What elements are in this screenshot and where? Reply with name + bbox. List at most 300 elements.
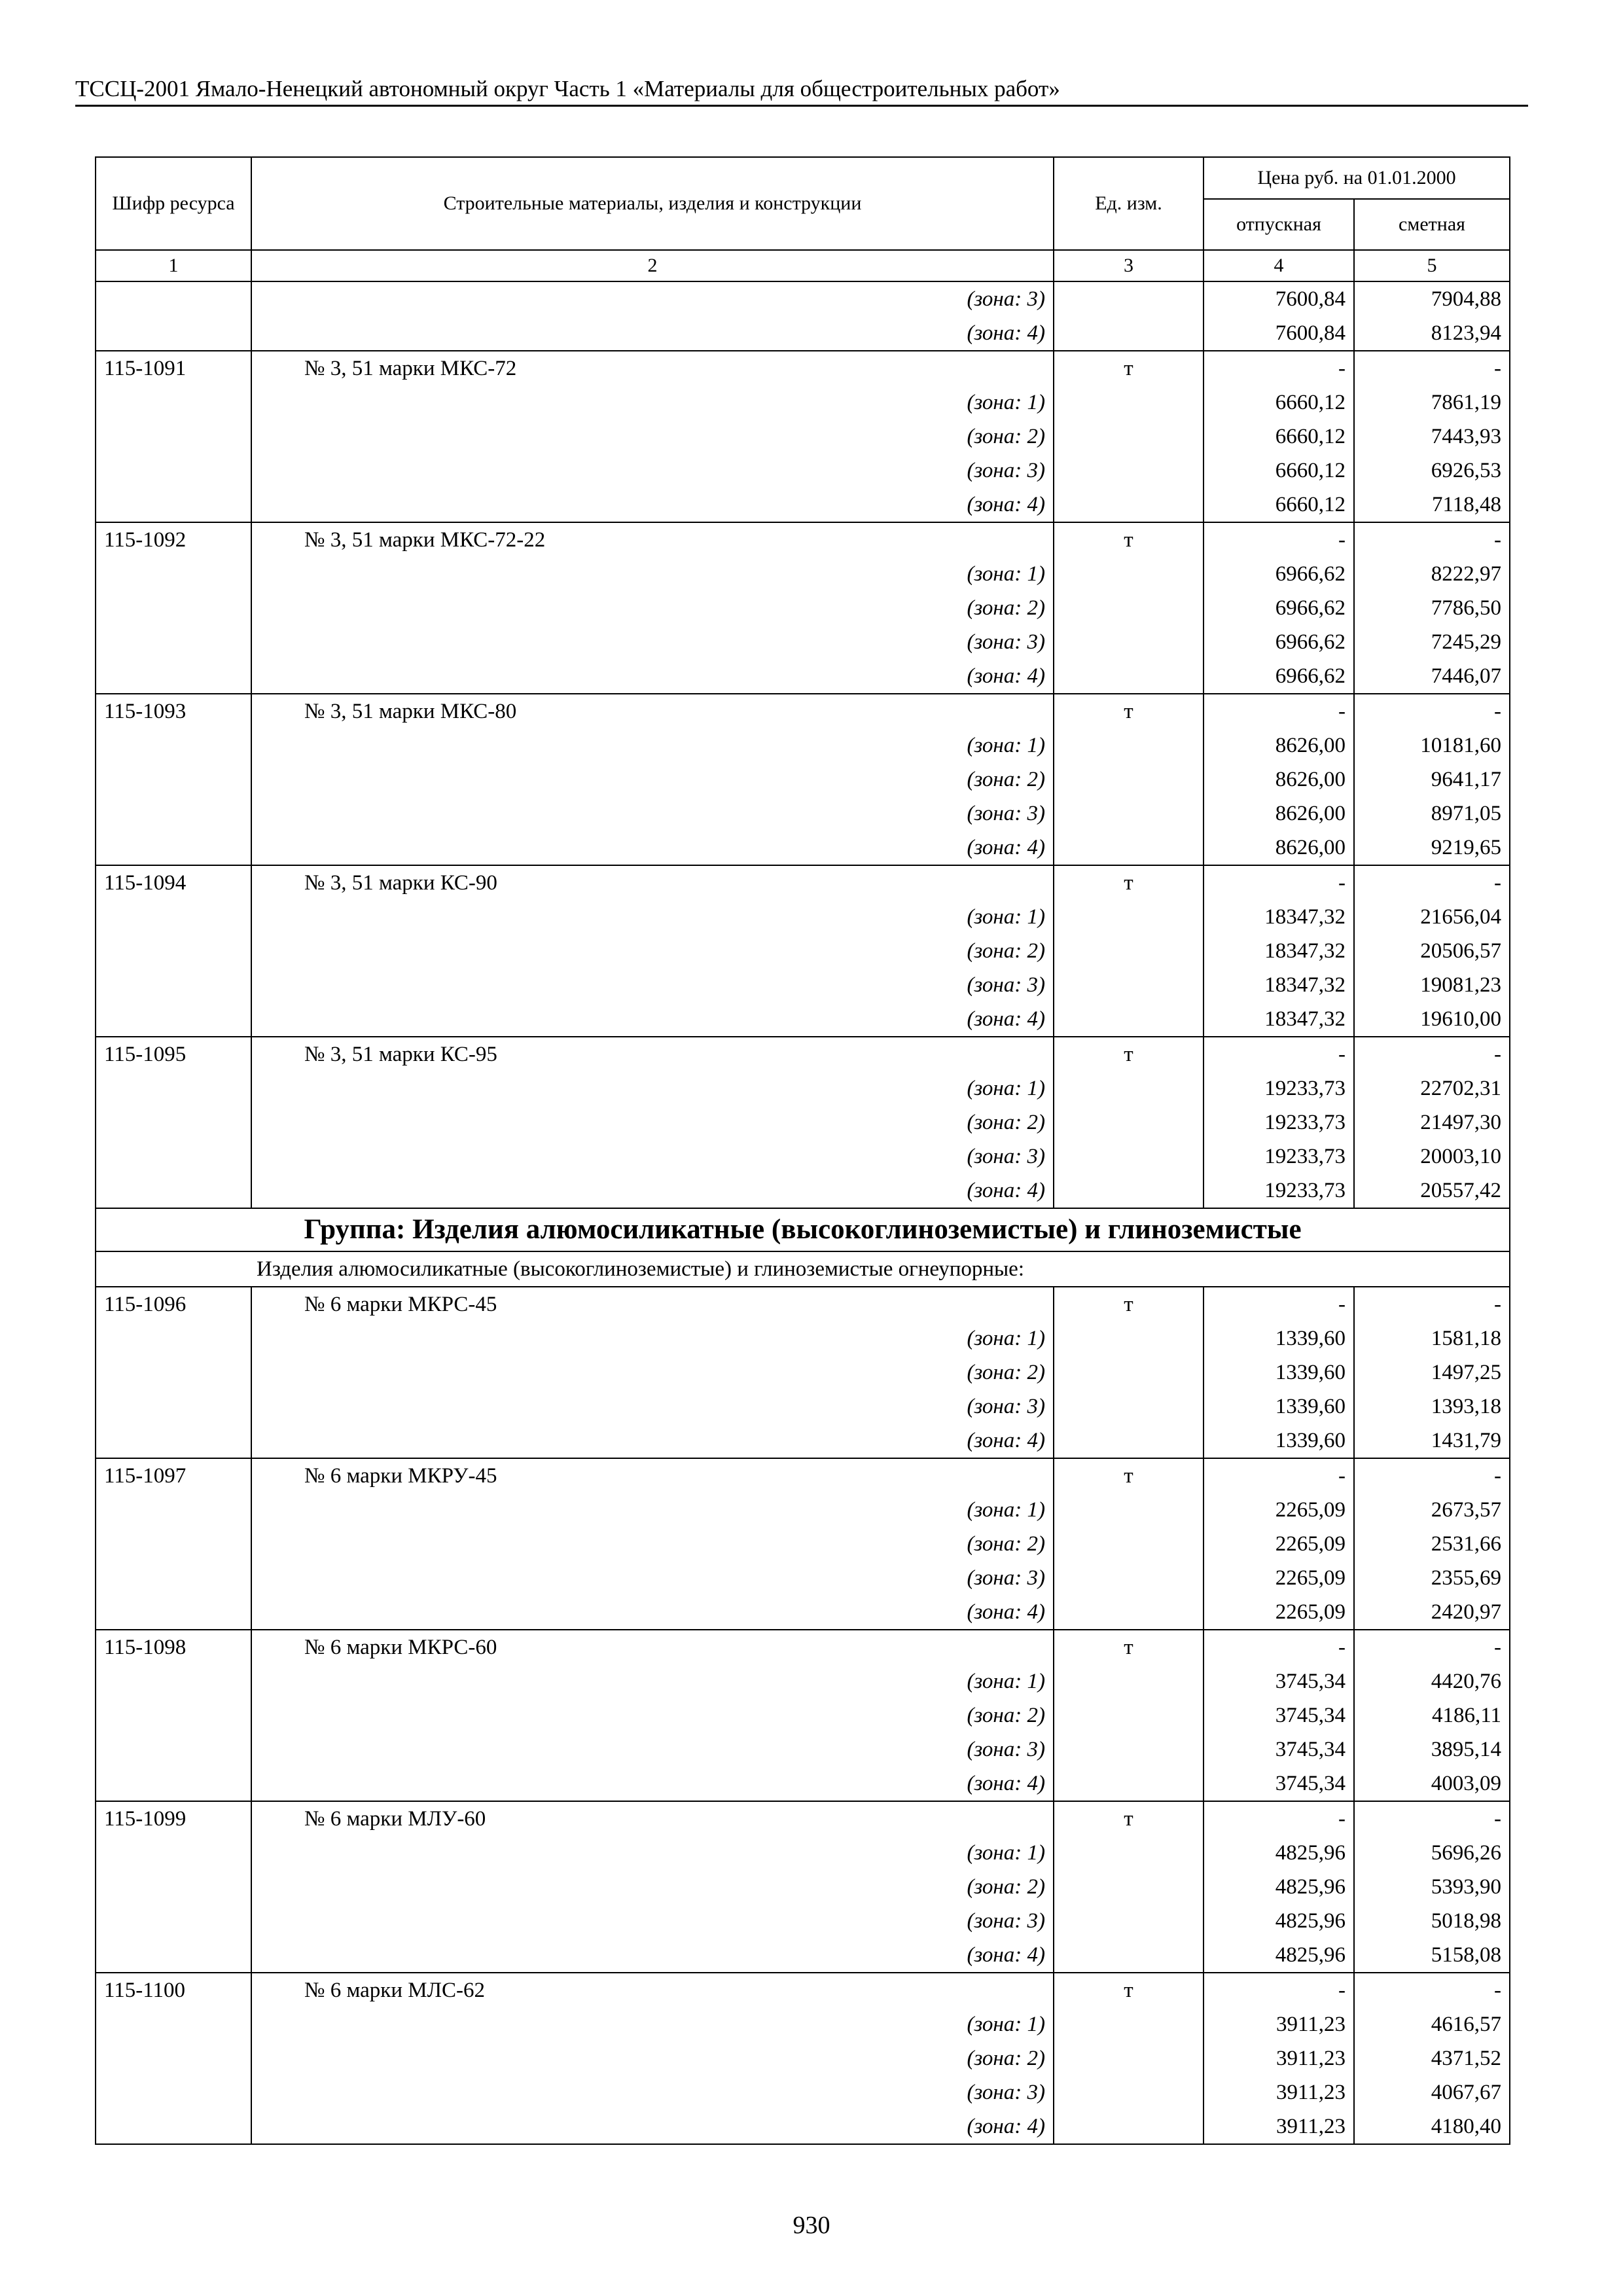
table-row-zone [96,625,1510,659]
unit-cell-empty [1054,728,1204,762]
estimate-price-cell: 4186,11 [1354,1698,1510,1732]
release-price-cell: - [1204,1037,1354,1071]
release-price-cell: 6966,62 [1204,591,1354,625]
table-row-item [96,1287,1510,1321]
table-row-zone [96,1732,1510,1767]
table-row-item [96,1801,1510,1836]
unit-cell-empty [1054,488,1204,522]
estimate-price-cell: 19081,23 [1354,968,1510,1002]
estimate-price-cell: 3895,14 [1354,1732,1510,1767]
resource-code-empty [96,1105,251,1139]
resource-code-empty [96,1732,251,1767]
release-price-cell: 3911,23 [1204,2109,1354,2144]
unit-cell-empty [1054,831,1204,865]
material-name: № 6 марки МЛУ-60 [251,1801,1054,1836]
unit-cell-empty [1054,1174,1204,1208]
unit-cell-empty [1054,1938,1204,1973]
zone-label: (зона: 1) [251,1664,1054,1698]
release-price-cell: 8626,00 [1204,797,1354,831]
zone-label: (зона: 4) [251,831,1054,865]
table-row-item [96,522,1510,557]
resource-code-empty [96,934,251,968]
unit-cell-empty [1054,1139,1204,1174]
estimate-price-cell: - [1354,1973,1510,2007]
resource-code-empty [96,1174,251,1208]
unit-cell-empty [1054,1071,1204,1105]
estimate-price-cell: 5393,90 [1354,1870,1510,1904]
estimate-price-cell: 7446,07 [1354,659,1510,694]
table-row-zone [96,968,1510,1002]
estimate-price-cell: - [1354,1801,1510,1836]
unit-cell-empty [1054,2007,1204,2041]
estimate-price-cell: 20003,10 [1354,1139,1510,1174]
release-price-cell: 19233,73 [1204,1174,1354,1208]
release-price-cell: 1339,60 [1204,1321,1354,1355]
zone-label: (зона: 4) [251,1938,1054,1973]
estimate-price-cell: 7245,29 [1354,625,1510,659]
zone-label: (зона: 1) [251,386,1054,420]
estimate-price-cell: - [1354,522,1510,557]
table-row-zone [96,454,1510,488]
resource-code-empty [96,968,251,1002]
release-price-cell: 6660,12 [1204,420,1354,454]
resource-code-empty [96,2075,251,2109]
zone-label: (зона: 3) [251,281,1054,316]
unit-cell-empty [1054,1698,1204,1732]
unit-cell-empty [1054,659,1204,694]
resource-code-empty [96,420,251,454]
zone-label: (зона: 3) [251,454,1054,488]
release-price-cell: - [1204,1973,1354,2007]
release-price-cell: 4825,96 [1204,1904,1354,1938]
zone-label: (зона: 3) [251,2075,1054,2109]
resource-code-empty [96,728,251,762]
unit-cell-empty [1054,2041,1204,2075]
unit-cell: т [1054,1287,1204,1321]
release-price-cell: 8626,00 [1204,728,1354,762]
material-name: № 6 марки МКРУ-45 [251,1458,1054,1493]
release-price-cell: - [1204,865,1354,900]
unit-cell-empty [1054,591,1204,625]
unit-cell-empty [1054,1493,1204,1527]
table-row-zone [96,2007,1510,2041]
release-price-cell: - [1204,694,1354,728]
table-row-zone [96,420,1510,454]
column-header-price: Цена руб. на 01.01.2000 [1204,157,1510,199]
group-heading-row [96,1208,1510,1251]
column-header-name: Строительные материалы, изделия и конструкции [251,157,1054,250]
unit-cell-empty [1054,1002,1204,1037]
unit-cell-empty [1054,316,1204,351]
estimate-price-cell: 2355,69 [1354,1561,1510,1595]
resource-code-empty [96,797,251,831]
zone-label: (зона: 1) [251,900,1054,934]
column-header-estimate-price: сметная [1354,199,1510,250]
unit-cell-empty [1054,1355,1204,1390]
estimate-price-cell: 2420,97 [1354,1595,1510,1630]
estimate-price-cell: 7904,88 [1354,281,1510,316]
estimate-price-cell: 7118,48 [1354,488,1510,522]
resource-code-empty [96,625,251,659]
estimate-price-cell: 2673,57 [1354,1493,1510,1527]
table-row-zone [96,316,1510,351]
release-price-cell: 3745,34 [1204,1732,1354,1767]
release-price-cell: 6660,12 [1204,386,1354,420]
material-name: № 3, 51 марки МКС-72-22 [251,522,1054,557]
release-price-cell: 18347,32 [1204,934,1354,968]
table-row-item [96,1458,1510,1493]
table-body [96,281,1510,2144]
column-number: 1 [96,250,251,281]
release-price-cell: 1339,60 [1204,1390,1354,1424]
unit-cell-empty [1054,1904,1204,1938]
table-row-zone [96,281,1510,316]
estimate-price-cell: 7786,50 [1354,591,1510,625]
resource-code-empty [96,1561,251,1595]
release-price-cell: - [1204,522,1354,557]
zone-label: (зона: 2) [251,591,1054,625]
unit-cell-empty [1054,1836,1204,1870]
table-row-zone [96,1664,1510,1698]
table-row-zone [96,1493,1510,1527]
material-name: № 3, 51 марки МКС-80 [251,694,1054,728]
resource-code-empty [96,591,251,625]
document-header-title: ТССЦ-2001 Ямало-Ненецкий автономный округ Часть 1 «Материалы для общестроительных работ» [75,76,1060,101]
table-row-zone [96,2109,1510,2144]
unit-cell: т [1054,351,1204,386]
release-price-cell: 6966,62 [1204,625,1354,659]
estimate-price-cell: 4180,40 [1354,2109,1510,2144]
zone-label: (зона: 3) [251,968,1054,1002]
estimate-price-cell: - [1354,1458,1510,1493]
unit-cell-empty [1054,1390,1204,1424]
unit-cell: т [1054,522,1204,557]
table-row-zone [96,1105,1510,1139]
table-row-zone [96,831,1510,865]
resource-code-empty [96,1836,251,1870]
table-row-item [96,1630,1510,1664]
resource-code-empty [96,488,251,522]
unit-cell-empty [1054,2075,1204,2109]
column-number: 5 [1354,250,1510,281]
zone-label: (зона: 4) [251,2109,1054,2144]
resource-code: 115-1096 [96,1287,251,1321]
release-price-cell: - [1204,1630,1354,1664]
resource-code-empty [96,1870,251,1904]
zone-label: (зона: 4) [251,659,1054,694]
table-row-zone [96,1424,1510,1458]
zone-label: (зона: 2) [251,1355,1054,1390]
price-table [95,156,1510,2145]
zone-label: (зона: 4) [251,1424,1054,1458]
zone-label: (зона: 4) [251,1002,1054,1037]
resource-code: 115-1093 [96,694,251,728]
table-row-zone [96,488,1510,522]
zone-label: (зона: 3) [251,797,1054,831]
estimate-price-cell: 4067,67 [1354,2075,1510,2109]
release-price-cell: 18347,32 [1204,1002,1354,1037]
release-price-cell: 6966,62 [1204,659,1354,694]
unit-cell-empty [1054,625,1204,659]
estimate-price-cell: 1393,18 [1354,1390,1510,1424]
release-price-cell: - [1204,1801,1354,1836]
zone-label: (зона: 4) [251,1767,1054,1801]
zone-label: (зона: 3) [251,1139,1054,1174]
resource-code-empty [96,2041,251,2075]
resource-code-empty [96,1139,251,1174]
table-row-zone [96,659,1510,694]
resource-code: 115-1091 [96,351,251,386]
release-price-cell: 2265,09 [1204,1493,1354,1527]
unit-cell-empty [1054,1424,1204,1458]
estimate-price-cell: 5696,26 [1354,1836,1510,1870]
resource-code-empty [96,1355,251,1390]
table-row-zone [96,1561,1510,1595]
estimate-price-cell: - [1354,1287,1510,1321]
unit-cell-empty [1054,557,1204,591]
zone-label: (зона: 2) [251,1698,1054,1732]
table-row-zone [96,1390,1510,1424]
estimate-price-cell: 21497,30 [1354,1105,1510,1139]
unit-cell: т [1054,1801,1204,1836]
unit-cell-empty [1054,1321,1204,1355]
release-price-cell: 2265,09 [1204,1561,1354,1595]
unit-cell-empty [1054,1870,1204,1904]
zone-label: (зона: 3) [251,1390,1054,1424]
table-row-item [96,694,1510,728]
subgroup-heading-row [96,1251,1510,1287]
table-row-zone [96,1321,1510,1355]
resource-code-empty [96,1698,251,1732]
unit-cell: т [1054,1973,1204,2007]
release-price-cell: 8626,00 [1204,831,1354,865]
unit-cell: т [1054,1037,1204,1071]
release-price-cell: 1339,60 [1204,1424,1354,1458]
unit-cell-empty [1054,968,1204,1002]
unit-cell-empty [1054,762,1204,797]
release-price-cell: - [1204,1458,1354,1493]
table-row-zone [96,1767,1510,1801]
table-row-zone [96,900,1510,934]
zone-label: (зона: 1) [251,1321,1054,1355]
release-price-cell: 3911,23 [1204,2007,1354,2041]
table-row-zone [96,1595,1510,1630]
release-price-cell: 1339,60 [1204,1355,1354,1390]
material-name: № 3, 51 марки МКС-72 [251,351,1054,386]
estimate-price-cell: 20557,42 [1354,1174,1510,1208]
zone-label: (зона: 4) [251,1174,1054,1208]
resource-code-empty [96,1071,251,1105]
unit-cell: т [1054,1630,1204,1664]
estimate-price-cell: 5158,08 [1354,1938,1510,1973]
table-row-zone [96,1355,1510,1390]
release-price-cell: 6660,12 [1204,488,1354,522]
table-row-zone [96,2075,1510,2109]
release-price-cell: - [1204,351,1354,386]
zone-label: (зона: 2) [251,762,1054,797]
release-price-cell: 2265,09 [1204,1527,1354,1561]
release-price-cell: 19233,73 [1204,1071,1354,1105]
estimate-price-cell: 2531,66 [1354,1527,1510,1561]
material-name: № 3, 51 марки КС-90 [251,865,1054,900]
release-price-cell: 7600,84 [1204,281,1354,316]
zone-label: (зона: 1) [251,1836,1054,1870]
table-row-item [96,1973,1510,2007]
estimate-price-cell: 8123,94 [1354,316,1510,351]
unit-cell-empty [1054,1732,1204,1767]
zone-label: (зона: 3) [251,1904,1054,1938]
table-row-zone [96,762,1510,797]
release-price-cell: 4825,96 [1204,1938,1354,1973]
resource-code-empty [96,1390,251,1424]
unit-cell-empty [1054,1595,1204,1630]
resource-code-empty [96,1904,251,1938]
resource-code-empty [96,1767,251,1801]
release-price-cell: 3745,34 [1204,1698,1354,1732]
zone-label: (зона: 4) [251,316,1054,351]
column-header-release-price: отпускная [1204,199,1354,250]
zone-label: (зона: 1) [251,557,1054,591]
material-name: № 6 марки МЛС-62 [251,1973,1054,2007]
estimate-price-cell: 8222,97 [1354,557,1510,591]
unit-cell-empty [1054,281,1204,316]
column-header-unit: Ед. изм. [1054,157,1204,250]
release-price-cell: 3745,34 [1204,1767,1354,1801]
table-row-zone [96,1836,1510,1870]
zone-label: (зона: 2) [251,420,1054,454]
zone-label: (зона: 2) [251,1105,1054,1139]
unit-cell-empty [1054,1561,1204,1595]
release-price-cell: 6660,12 [1204,454,1354,488]
resource-code: 115-1100 [96,1973,251,2007]
table-row-zone [96,797,1510,831]
subgroup-heading: Изделия алюмосиликатные (высокоглиноземистые) и глиноземистые огнеупорные: [96,1251,1510,1287]
unit-cell-empty [1054,900,1204,934]
estimate-price-cell: 1581,18 [1354,1321,1510,1355]
zone-label: (зона: 4) [251,1595,1054,1630]
estimate-price-cell: 21656,04 [1354,900,1510,934]
unit-cell: т [1054,865,1204,900]
resource-code: 115-1098 [96,1630,251,1664]
table-row-zone [96,1870,1510,1904]
release-price-cell: 7600,84 [1204,316,1354,351]
resource-code-empty [96,1595,251,1630]
zone-label: (зона: 2) [251,1870,1054,1904]
resource-code-empty [96,2109,251,2144]
estimate-price-cell: 6926,53 [1354,454,1510,488]
resource-code-empty [96,454,251,488]
table-row-item [96,865,1510,900]
resource-code-empty [96,1527,251,1561]
resource-code-empty [96,1424,251,1458]
estimate-price-cell: - [1354,351,1510,386]
estimate-price-cell: 4003,09 [1354,1767,1510,1801]
unit-cell: т [1054,694,1204,728]
unit-cell-empty [1054,454,1204,488]
zone-label: (зона: 3) [251,625,1054,659]
estimate-price-cell: 4371,52 [1354,2041,1510,2075]
estimate-price-cell: 1497,25 [1354,1355,1510,1390]
release-price-cell: - [1204,1287,1354,1321]
release-price-cell: 3911,23 [1204,2075,1354,2109]
unit-cell-empty [1054,797,1204,831]
zone-label: (зона: 1) [251,1493,1054,1527]
resource-code: 115-1099 [96,1801,251,1836]
estimate-price-cell: 7443,93 [1354,420,1510,454]
estimate-price-cell: 19610,00 [1354,1002,1510,1037]
unit-cell-empty [1054,1664,1204,1698]
release-price-cell: 18347,32 [1204,968,1354,1002]
resource-code-empty [96,281,251,316]
zone-label: (зона: 3) [251,1732,1054,1767]
table-row-zone [96,2041,1510,2075]
zone-label: (зона: 3) [251,1561,1054,1595]
table-row-zone [96,1139,1510,1174]
material-name: № 6 марки МКРС-45 [251,1287,1054,1321]
zone-label: (зона: 2) [251,2041,1054,2075]
release-price-cell: 3911,23 [1204,2041,1354,2075]
table-row-item [96,351,1510,386]
release-price-cell: 6966,62 [1204,557,1354,591]
table-row-zone [96,1174,1510,1208]
estimate-price-cell: 10181,60 [1354,728,1510,762]
unit-cell-empty [1054,1767,1204,1801]
unit-cell-empty [1054,386,1204,420]
estimate-price-cell: - [1354,1037,1510,1071]
zone-label: (зона: 4) [251,488,1054,522]
estimate-price-cell: 22702,31 [1354,1071,1510,1105]
table-row-zone [96,1698,1510,1732]
unit-cell-empty [1054,934,1204,968]
unit-cell-empty [1054,1527,1204,1561]
release-price-cell: 19233,73 [1204,1105,1354,1139]
column-header-code: Шифр ресурса [96,157,251,250]
resource-code-empty [96,762,251,797]
release-price-cell: 3745,34 [1204,1664,1354,1698]
resource-code-empty [96,316,251,351]
estimate-price-cell: - [1354,694,1510,728]
table-row-item [96,1037,1510,1071]
material-name: № 3, 51 марки КС-95 [251,1037,1054,1071]
table-row-zone [96,728,1510,762]
resource-code-empty [96,831,251,865]
zone-label: (зона: 2) [251,934,1054,968]
header-rule [75,105,1528,107]
material-name: № 6 марки МКРС-60 [251,1630,1054,1664]
estimate-price-cell: 9641,17 [1354,762,1510,797]
table-row-zone [96,1938,1510,1973]
resource-code-empty [96,557,251,591]
estimate-price-cell: 4616,57 [1354,2007,1510,2041]
column-number: 4 [1204,250,1354,281]
release-price-cell: 19233,73 [1204,1139,1354,1174]
estimate-price-cell: - [1354,865,1510,900]
table-row-zone [96,1071,1510,1105]
zone-label: (зона: 1) [251,2007,1054,2041]
estimate-price-cell: 7861,19 [1354,386,1510,420]
table-header [96,157,1510,281]
estimate-price-cell: 9219,65 [1354,831,1510,865]
resource-code-empty [96,1321,251,1355]
unit-cell-empty [1054,2109,1204,2144]
resource-code-empty [96,1002,251,1037]
estimate-price-cell: 4420,76 [1354,1664,1510,1698]
zone-label: (зона: 2) [251,1527,1054,1561]
release-price-cell: 4825,96 [1204,1870,1354,1904]
resource-code-empty [96,659,251,694]
resource-code: 115-1094 [96,865,251,900]
release-price-cell: 8626,00 [1204,762,1354,797]
